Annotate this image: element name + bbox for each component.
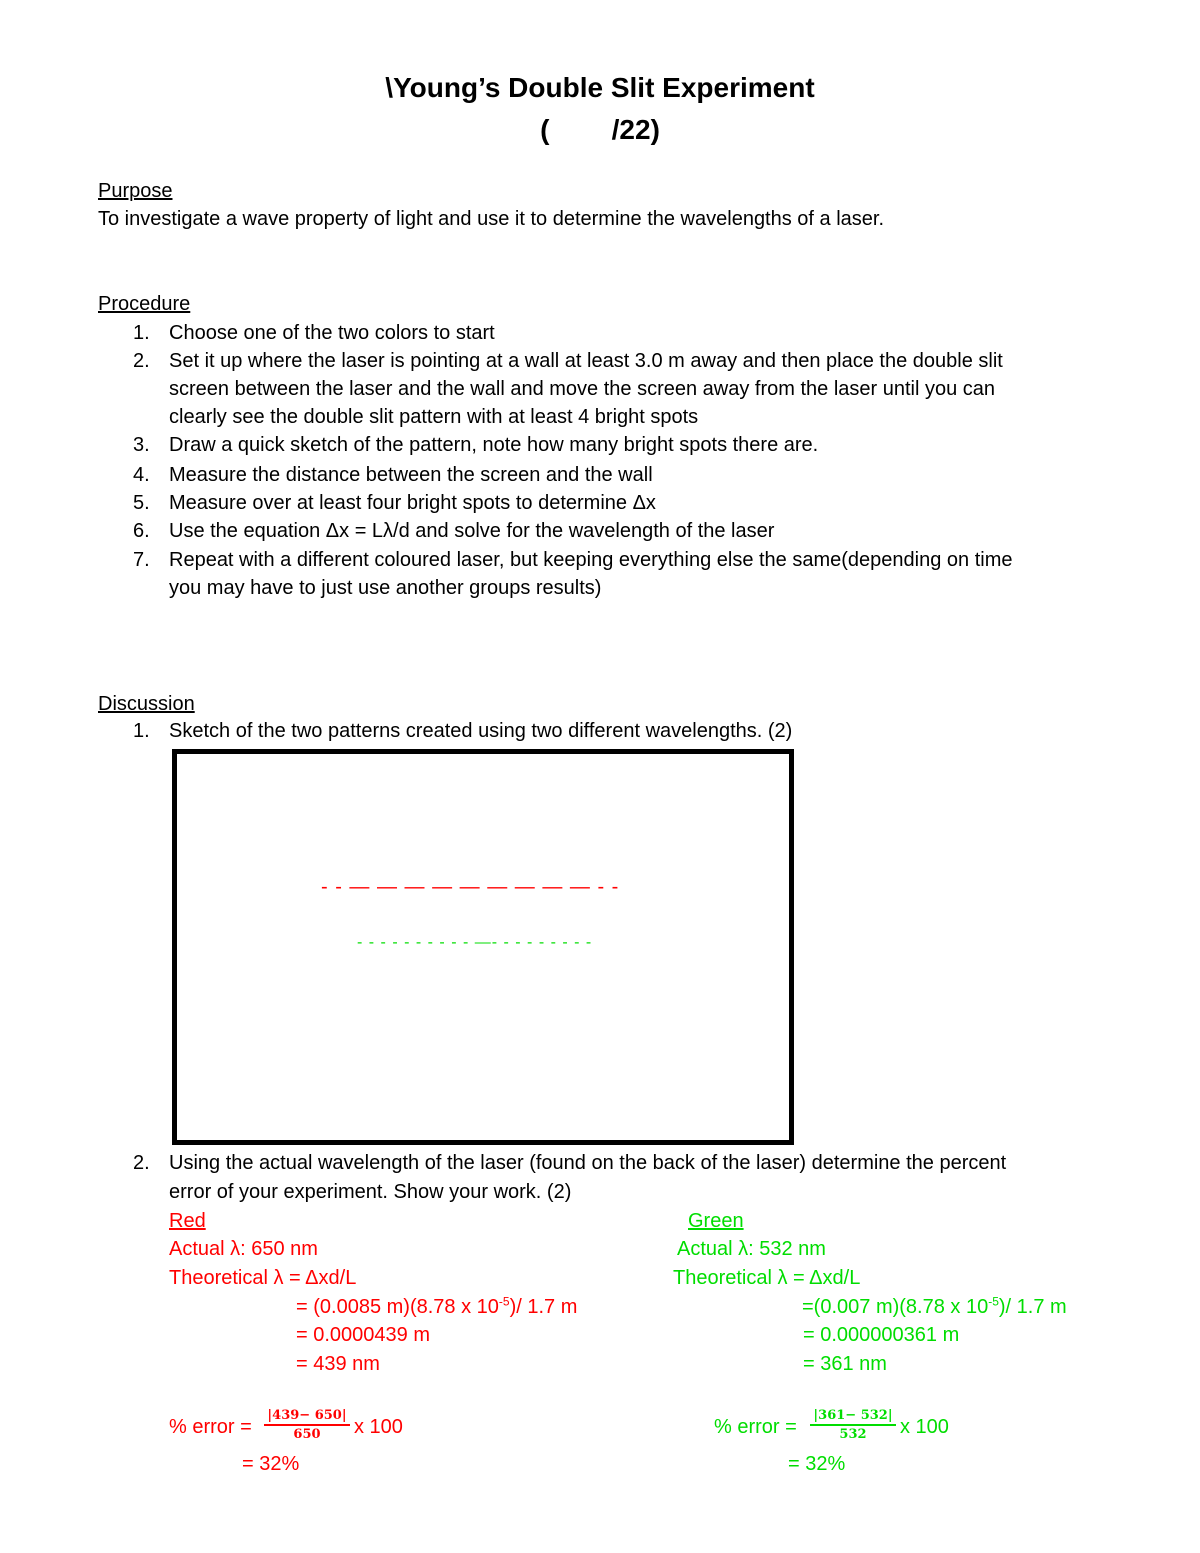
red-error-fraction [264,1408,350,1442]
red-error-multiplier: x 100 [354,1416,403,1438]
fraction-bar [810,1424,896,1426]
procedure-item-continued: you may have to just use another groups results) [169,577,602,599]
question-text-continued: error of your experiment. Show your work. (2) [169,1181,572,1203]
purpose-text: To investigate a wave property of light and use it to determine the wavelengths of a laser. [98,208,885,230]
green-error-result: = 32% [788,1453,846,1475]
procedure-number: 1. [133,322,150,344]
green-step-2: = 0.000000361 m [803,1324,960,1346]
green-fringe-pattern: - - - - - - - - - - —- - - - - - - - - [357,934,593,951]
green-fraction-numerator: |361− 532| [813,1408,893,1423]
question-text: Using the actual wavelength of the laser (found on the back of the laser) determine the percent [169,1152,1007,1174]
discussion-heading: Discussion [98,693,195,715]
procedure-number: 7. [133,549,150,571]
green-theoretical: Theoretical λ = Δxd/L [673,1267,861,1289]
procedure-item: Repeat with a different coloured laser, but keeping everything else the same(depending on time [169,549,1013,571]
green-heading: Green [688,1210,744,1232]
red-actual: Actual λ: 650 nm [169,1238,318,1260]
procedure-item-continued: screen between the laser and the wall and move the screen away from the laser until you can [169,378,996,400]
green-error-multiplier: x 100 [900,1416,949,1438]
red-step-3: = 439 nm [296,1353,380,1375]
red-fringe-pattern: - - — — — — — — — — — - - [321,876,620,898]
page-title: \Young’s Double Slit Experiment [385,72,815,103]
red-fraction-numerator: |439− 650| [267,1408,347,1423]
procedure-item: Measure over at least four bright spots to determine Δx [169,492,656,514]
procedure-item: Choose one of the two colors to start [169,322,495,344]
procedure-item: Set it up where the laser is pointing at a wall at least 3.0 m away and then place the double slit [169,350,1003,372]
question-number: 2. [133,1152,150,1174]
fraction-bar [264,1424,350,1426]
procedure-item-continued: clearly see the double slit pattern with at least 4 bright spots [169,406,699,428]
question-text: Sketch of the two patterns created using two different wavelengths. (2) [169,720,793,742]
red-step-2: = 0.0000439 m [296,1324,430,1346]
sketch-box [172,749,794,1145]
procedure-heading: Procedure [98,293,191,315]
green-actual: Actual λ: 532 nm [677,1238,826,1260]
purpose-heading: Purpose [98,180,173,202]
procedure-item: Draw a quick sketch of the pattern, note how many bright spots there are. [169,434,819,456]
red-step-1: = (0.0085 m)(8.78 x $10^{-5})/$ 1.7 m [296,1294,578,1318]
green-step-1: =(0.007 m)(8.78 x $10^{-5})/$ 1.7 m [802,1294,1067,1318]
procedure-item: Measure the distance between the screen and the wall [169,464,653,486]
red-error-label: % error = [169,1416,252,1438]
green-step-3: = 361 nm [803,1353,887,1375]
green-error-fraction [810,1408,896,1442]
procedure-number: 4. [133,464,150,486]
red-error-result: = 32% [242,1453,300,1475]
procedure-number: 2. [133,350,150,372]
procedure-number: 5. [133,492,150,514]
green-fraction-denominator: 532 [839,1427,867,1442]
question-number: 1. [133,720,150,742]
procedure-number: 6. [133,520,150,542]
red-heading: Red [169,1210,206,1232]
red-theoretical: Theoretical λ = Δxd/L [169,1267,357,1289]
procedure-item: Use the equation Δx = Lλ/d and solve for the wavelength of the laser [169,520,775,542]
red-fraction-denominator: 650 [293,1427,321,1442]
score-line: ( /22) [540,114,660,145]
procedure-number: 3. [133,434,150,456]
green-error-label: % error = [714,1416,797,1438]
